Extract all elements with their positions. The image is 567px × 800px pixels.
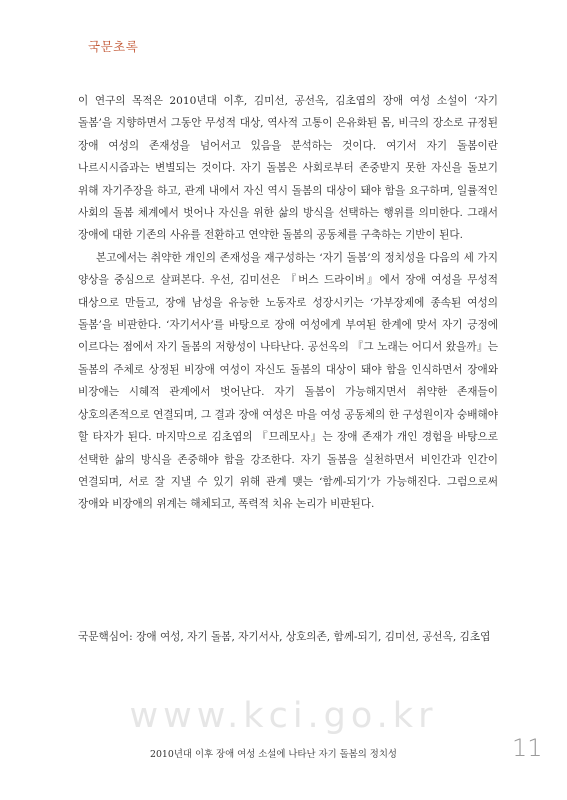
abstract-paragraph-1: 이 연구의 목적은 2010년대 이후, 김미선, 공선옥, 김초엽의 장애 여성 소설이 ‘자기 돌봄’을 지향하면서 그동안 무성적 대상, 역사적 고통이 은유화된 몸, 비극의 장소로 규정된 장애 여성의 존재성을 넘어서고 있음을 분석하는 것이다. 여기서 자기 돌봄이란 나르시시즘과는 변별되는 것이다. 자기 돌봄은 사회로부터 존중받지 못한 자신을 돌보기 위해 자기주장을 하고, 관계 내에서 자신 역시 돌봄의 대상이 돼야 함을 요구하며, 일률적인 사회의 돌봄 체계에서 벗어나 자신을 위한 삶의 방식을 선택하는 행위를 의미한다. 그래서 장애에 대한 기존의 사유를 전환하고 연약한 돌봄의 공동체를 구축하는 기반이 된다. [78,95,498,242]
keywords: 국문핵심어: 장애 여성, 자기 돌봄, 자기서사, 상호의존, 함께-되기, 김미선, 공선옥, 김초엽 [78,631,491,643]
page-number: 11 [512,734,543,762]
running-footer-title: 2010년대 이후 장애 여성 소설에 나타난 자기 돌봄의 정치성 [150,749,397,760]
abstract-paragraph-2: 본고에서는 취약한 개인의 존재성을 재구성하는 ‘자기 돌봄’의 정치성을 다음의 세 가지 양상을 중심으로 살펴본다. 우선, 김미선은 『버스 드라이버』에서 장애 여성을 무성적 대상으로 만들고, 장애 남성을 유능한 노동자로 성장시키는 ‘가부장제에 종속된 여성의 돌봄’을 비판한다. ‘자기서사’를 바탕으로 장애 여성에게 부여된 한계에 맞서 자기 긍정에 이르다는 점에서 자기 돌봄의 저항성이 나타난다. 공선옥의 『그 노래는 어디서 왔을까』는 돌봄의 주체로 상정된 비장애 여성이 자신도 돌봄의 대상이 돼야 함을 인식하면서 장애와 비장애는 시혜적 관계에서 벗어난다. 자기 돌봄이 가능해지면서 취약한 존재들이 상호의존적으로 연결되며, 그 결과 장애 여성은 마을 여성 공동체의 한 구성원이자 숭배해야 할 타자가 된다. 마지막으로 김초엽의 『므레모사』는 장애 존재가 개인 경험을 바탕으로 선택한 삶의 방식을 존중해야 함을 강조한다. 자기 돌봄을 실천하면서 비인간과 인간이 연결되며, 서로 잘 지낼 수 있기 위해 관계 맺는 ‘함께-되기’가 가능해진다. 그럼으로써 장애와 비장애의 위계는 해체되고, 폭력적 치유 논리가 비판된다. [78,251,498,511]
watermark: www.kci.go.kr [129,696,438,736]
section-title: 국문초록 [88,39,139,54]
abstract-body [78,90,498,516]
